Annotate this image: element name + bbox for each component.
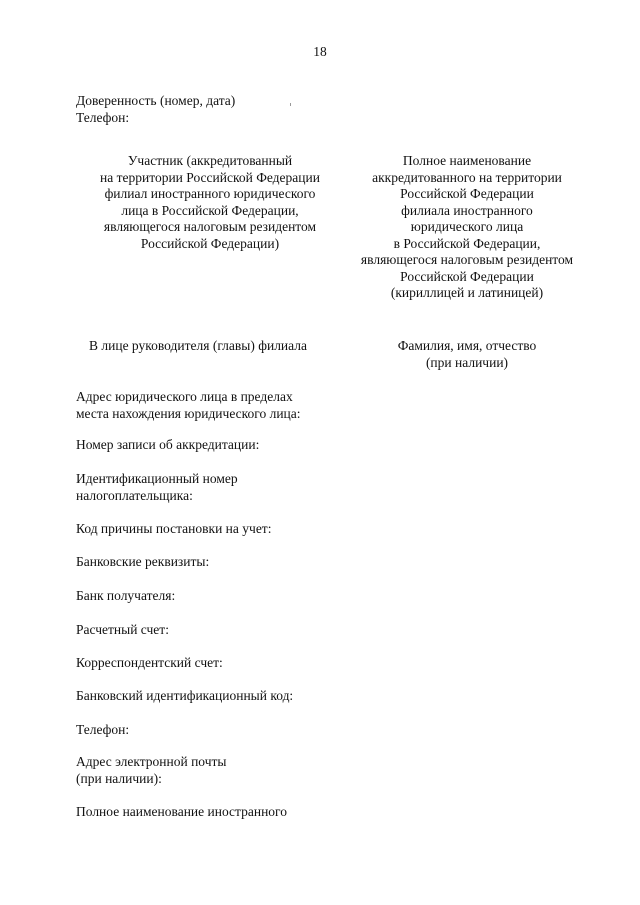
- power-of-attorney-label: Доверенность (номер, дата): [76, 93, 236, 108]
- accreditation-number-label: Номер записи об аккредитации:: [76, 437, 260, 452]
- bank-details-label: Банковские реквизиты:: [76, 554, 210, 569]
- branch-full-name-description: [332, 153, 602, 302]
- inn-line: налогоплательщика:: [76, 487, 193, 503]
- participant-line: на территории Российской Федерации: [100, 169, 320, 185]
- address-line: Адрес юридического лица в пределах: [76, 389, 293, 404]
- inn-label: [76, 471, 238, 504]
- kpp-label: Код причины постановки на учет:: [76, 521, 272, 536]
- recipient-bank-label: Банк получателя:: [76, 588, 176, 603]
- address-label: [76, 389, 301, 422]
- branch-name-line: филиала иностранного: [401, 202, 533, 218]
- branch-name-line: юридического лица: [410, 219, 524, 234]
- foreign-entity-name-label: Полное наименование иностранного: [76, 804, 288, 819]
- bik-label: Банковский идентификационный код:: [76, 688, 294, 703]
- full-name-line: (при наличии): [425, 354, 509, 370]
- branch-name-line: аккредитованного на территории: [372, 169, 562, 185]
- participant-line: Российской Федерации): [140, 235, 280, 251]
- branch-name-line: являющегося налоговым резидентом: [360, 252, 574, 267]
- address-line: места нахождения юридического лица:: [76, 405, 301, 421]
- participant-line: лица в Российской Федерации,: [121, 202, 299, 218]
- representative-label: В лице руководителя (главы) филиала: [89, 338, 307, 353]
- email-label: [76, 754, 226, 787]
- participant-description: [60, 153, 360, 252]
- email-line: Адрес электронной почты: [76, 754, 227, 769]
- full-name-description: [332, 338, 602, 371]
- correspondent-account-label: Корреспондентский счет:: [76, 655, 223, 670]
- branch-name-line: Российской Федерации: [400, 186, 534, 201]
- settlement-account-label: Расчетный счет:: [76, 622, 169, 637]
- participant-line: филиал иностранного юридического: [104, 186, 316, 201]
- full-name-line: Фамилия, имя, отчество: [397, 338, 537, 353]
- branch-name-line: в Российской Федерации,: [393, 235, 541, 251]
- page-number: 18: [313, 44, 327, 59]
- branch-name-line: Полное наименование: [402, 153, 532, 168]
- phone-label-top: Телефон:: [76, 110, 130, 125]
- inn-line: Идентификационный номер: [76, 471, 238, 486]
- email-line: (при наличии):: [76, 770, 162, 786]
- participant-line: Участник (аккредитованный: [127, 153, 293, 168]
- branch-name-line: Российской Федерации: [400, 268, 534, 284]
- participant-line: являющегося налоговым резидентом: [103, 219, 317, 234]
- phone-label: Телефон:: [76, 722, 130, 737]
- branch-name-line: (кириллицей и латиницей): [390, 285, 544, 300]
- scan-speck: [290, 103, 291, 106]
